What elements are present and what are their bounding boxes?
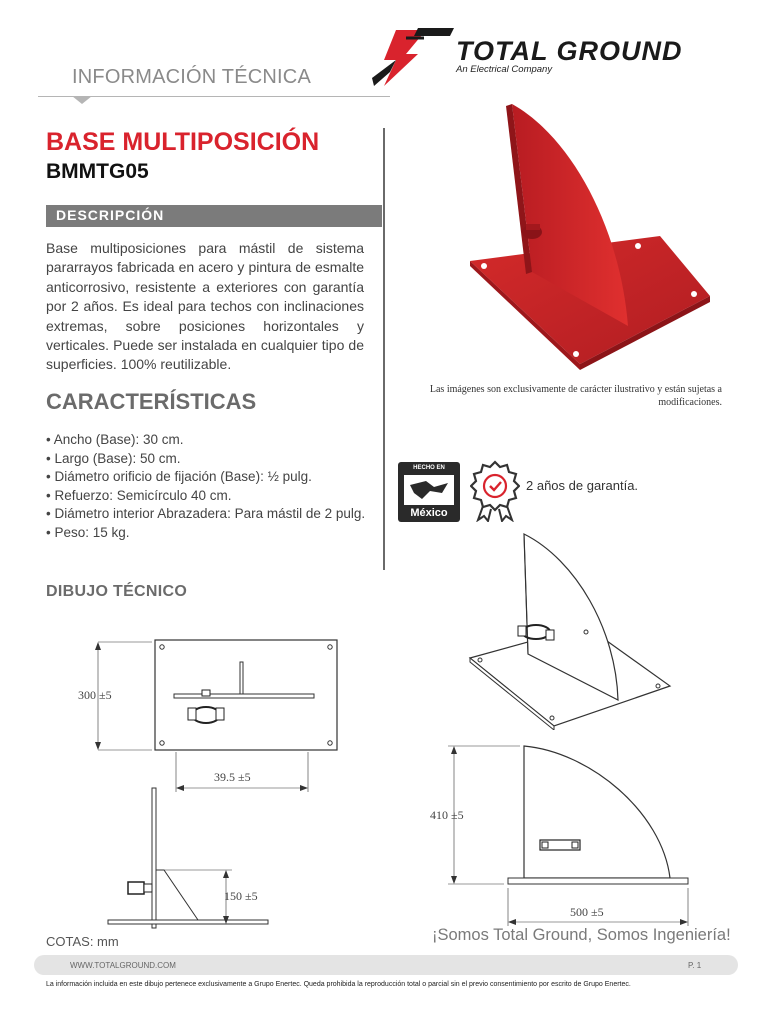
product-code: BMMTG05 xyxy=(46,160,149,183)
footer-website-link[interactable]: WWW.TOTALGROUND.COM xyxy=(70,961,176,970)
made-in-mexico-badge xyxy=(398,462,460,522)
description-text: Base multiposiciones para mástil de sistema pararrayos fabricada en acero y pintura de esmalte anticorrosivo, resistente a exteriores con garantía por 2 años. Es ideal para techos con inclinaciones extremas, sobre posiciones horizontales y verticales. Puede ser instalada en cualquier tipo de superficies. 100% reutilizable. xyxy=(46,240,364,373)
product-photo xyxy=(460,96,720,376)
dim-right-width: 500 ±5 xyxy=(570,905,604,919)
header-notch xyxy=(72,96,92,104)
feature-item: • Diámetro orificio de fijación (Base): ½ pulg. xyxy=(46,468,381,487)
logo-name: TOTAL GROUND xyxy=(456,36,683,66)
dim-side-height: 150 ±5 xyxy=(224,889,258,903)
legal-notice: La información incluida en este dibujo pertenece exclusivamente a Grupo Enertec. Queda prohibida la reproducción total o parcial sin el previo consentimiento por escrito de Grupo Enertec. xyxy=(46,981,631,988)
drawing-side-view xyxy=(100,782,300,940)
page-number: P. 1 xyxy=(688,961,702,970)
features-title: CARACTERÍSTICAS xyxy=(46,389,257,414)
feature-item: • Ancho (Base): 30 cm. xyxy=(46,431,381,450)
drawing-front-view xyxy=(440,742,700,928)
feature-item: • Largo (Base): 50 cm. xyxy=(46,450,381,469)
badge-top-text: HECHO EN xyxy=(413,465,445,471)
description-label: DESCRIPCIÓN xyxy=(56,207,165,223)
logo-tagline: An Electrical Company xyxy=(456,64,553,75)
section-title: INFORMACIÓN TÉCNICA xyxy=(72,66,311,88)
product-title: BASE MULTIPOSICIÓN xyxy=(46,128,320,156)
badge-bottom-text: México xyxy=(410,507,448,519)
drawing-isometric-view xyxy=(466,530,676,730)
slogan: ¡Somos Total Ground, Somos Ingeniería! xyxy=(432,926,731,944)
dim-right-height: 410 ±5 xyxy=(430,808,464,822)
feature-item: • Peso: 15 kg. xyxy=(46,524,381,543)
eagle-icon xyxy=(404,475,454,505)
column-divider xyxy=(383,128,385,570)
warranty-seal-icon xyxy=(470,460,520,522)
warranty-text: 2 años de garantía. xyxy=(526,478,639,493)
total-ground-logo-icon xyxy=(366,24,456,90)
dim-top-height: 300 ±5 xyxy=(78,688,112,702)
image-disclaimer: Las imágenes son exclusivamente de carácter ilustrativo y están sujetas a modificaciones. xyxy=(429,384,722,408)
dim-top-width: 39.5 ±5 xyxy=(214,770,251,784)
drawing-title: DIBUJO TÉCNICO xyxy=(46,583,188,600)
features-list xyxy=(46,431,381,543)
feature-item: • Diámetro interior Abrazadera: Para mástil de 2 pulg. xyxy=(46,505,381,524)
feature-item: • Refuerzo: Semicírculo 40 cm. xyxy=(46,487,381,506)
drawing-top-view xyxy=(72,632,342,800)
units-note: COTAS: mm xyxy=(46,934,119,949)
